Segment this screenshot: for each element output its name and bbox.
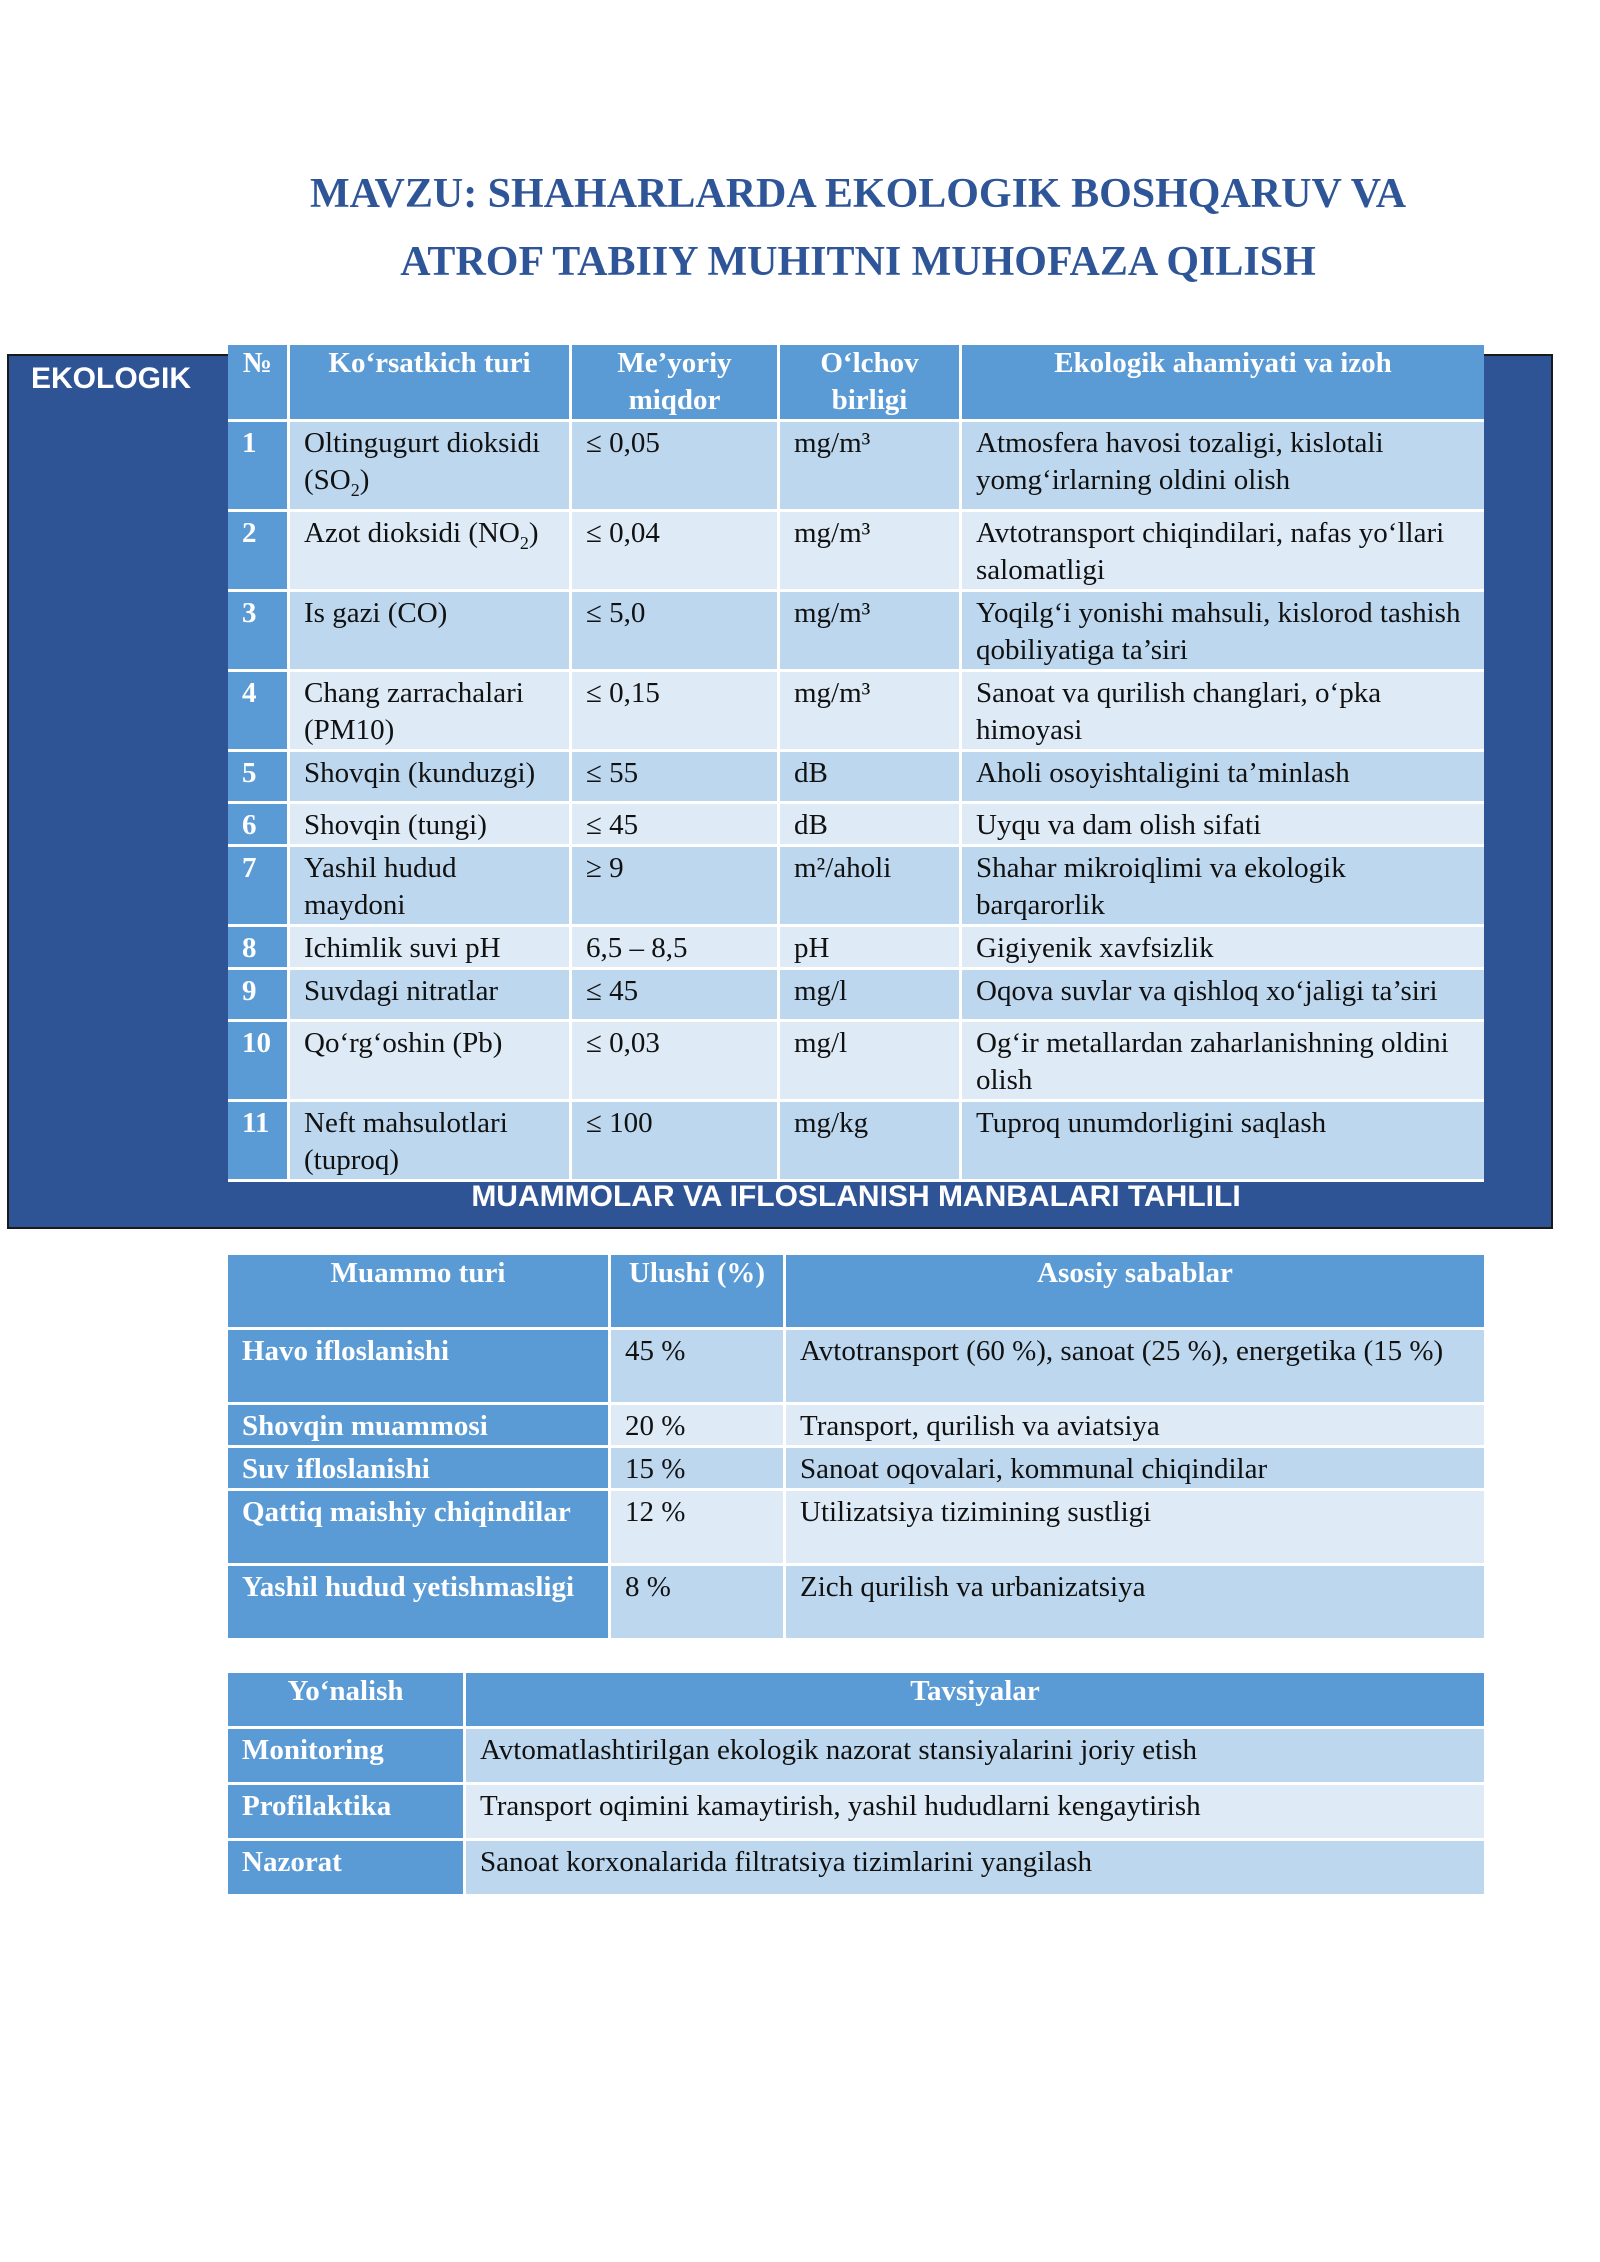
col-header-recommendations: Tavsiyalar: [466, 1673, 1484, 1729]
problem-type: Qattiq maishiy chiqindilar: [228, 1491, 611, 1566]
indicator-name-text: Qo‘rg‘oshin (Pb): [304, 1026, 503, 1059]
problem-causes: Sanoat oqovalari, kommunal chiqindilar: [786, 1448, 1484, 1491]
row-number: 8: [228, 927, 290, 970]
table-row: [228, 1405, 1484, 1448]
unit-value: mg/l: [780, 970, 962, 1022]
indicator-subscript: 2: [350, 479, 360, 500]
table-row: [228, 1448, 1484, 1491]
table-row: [228, 804, 1484, 847]
row-number: 4: [228, 672, 290, 752]
section-caption: MUAMMOLAR VA IFLOSLANISH MANBALARI TAHLILI: [471, 1180, 1241, 1213]
indicator-name: [290, 592, 572, 672]
significance-note: Uyqu va dam olish sifati: [962, 804, 1484, 847]
indicator-name-text: Oltingugurt dioksidi (SO: [304, 427, 541, 496]
problem-share: 45 %: [611, 1330, 786, 1405]
table-row: [228, 1785, 1484, 1841]
indicator-name: [290, 927, 572, 970]
table-row: [228, 927, 1484, 970]
row-number: 10: [228, 1022, 290, 1102]
title-line-1: MAVZU: SHAHARLARDA EKOLOGIK BOSHQARUV VA: [309, 171, 1407, 217]
norm-value: ≤ 5,0: [572, 592, 780, 672]
indicator-name-text: Yashil hudud maydoni: [304, 851, 457, 921]
unit-value: mg/m³: [780, 592, 962, 672]
row-number: 7: [228, 847, 290, 927]
indicator-name-text: Shovqin (kunduzgi): [304, 756, 536, 789]
norm-value: ≤ 0,05: [572, 422, 780, 512]
title-line-2: ATROF TABIIY MUHITNI MUHOFAZA QILISH: [400, 239, 1316, 285]
row-number: 1: [228, 422, 290, 512]
table-row: [228, 592, 1484, 672]
row-number: 5: [228, 752, 290, 804]
recommendation-area: Nazorat: [228, 1841, 466, 1897]
table-row: [228, 847, 1484, 927]
indicator-name-text: Neft mahsulotlari (tuproq): [304, 1106, 508, 1176]
table-row: [228, 752, 1484, 804]
problems-table: [228, 1255, 1484, 1641]
significance-note: Shahar mikroiqlimi va ekologik barqarorlik: [962, 847, 1484, 927]
problem-share: 8 %: [611, 1566, 786, 1641]
table-row: [228, 1729, 1484, 1785]
problem-type: Suv ifloslanishi: [228, 1448, 611, 1491]
significance-note: Tuproq unumdorligini saqlash: [962, 1102, 1484, 1182]
indicator-name: [290, 1102, 572, 1182]
problem-type: Havo ifloslanishi: [228, 1330, 611, 1405]
problem-type: Shovqin muammosi: [228, 1405, 611, 1448]
row-number: 11: [228, 1102, 290, 1182]
problem-share: 15 %: [611, 1448, 786, 1491]
col-header-direction: Yo‘nalish: [228, 1673, 466, 1729]
indicator-name-text: Is gazi (CO): [304, 596, 448, 629]
recommendation-text: Avtomatlashtirilgan ekologik nazorat stansiyalarini joriy etish: [466, 1729, 1484, 1785]
col-header-number: №: [228, 345, 290, 422]
table-row: [228, 672, 1484, 752]
problem-type: Yashil hudud yetishmasligi: [228, 1566, 611, 1641]
indicator-name: [290, 847, 572, 927]
problem-causes: Avtotransport (60 %), sanoat (25 %), energetika (15 %): [786, 1330, 1484, 1405]
table-row: [228, 1491, 1484, 1566]
table-header-row: [228, 1673, 1484, 1729]
unit-value: pH: [780, 927, 962, 970]
row-number: 6: [228, 804, 290, 847]
significance-note: Oqova suvlar va qishloq xo‘jaligi ta’siri: [962, 970, 1484, 1022]
band-label: EKOLOGIK: [31, 362, 192, 395]
table-row: [228, 512, 1484, 592]
col-header-share: Ulushi (%): [611, 1255, 786, 1330]
norm-value: 6,5 – 8,5: [572, 927, 780, 970]
page-title: [0, 160, 1600, 296]
unit-value: dB: [780, 752, 962, 804]
problem-causes: Transport, qurilish va aviatsiya: [786, 1405, 1484, 1448]
norm-value: ≥ 9: [572, 847, 780, 927]
problem-causes: Utilizatsiya tizimining sustligi: [786, 1491, 1484, 1566]
unit-value: mg/kg: [780, 1102, 962, 1182]
unit-value: m²/aholi: [780, 847, 962, 927]
indicator-name-text: Shovqin (tungi): [304, 808, 487, 841]
recommendation-text: Sanoat korxonalarida filtratsiya tizimlarini yangilash: [466, 1841, 1484, 1897]
table-row: [228, 970, 1484, 1022]
unit-value: mg/m³: [780, 672, 962, 752]
significance-note: Sanoat va qurilish changlari, o‘pka himoyasi: [962, 672, 1484, 752]
col-header-unit: O‘lchov birligi: [780, 345, 962, 422]
indicators-table: [228, 345, 1484, 1182]
table-row: [228, 1566, 1484, 1641]
norm-value: ≤ 55: [572, 752, 780, 804]
table-row: [228, 1330, 1484, 1405]
indicator-name-text: Azot dioksidi (NO: [304, 516, 520, 549]
indicator-subscript: 2: [519, 532, 529, 553]
indicator-name: [290, 1022, 572, 1102]
recommendations-table: [228, 1673, 1484, 1897]
col-header-norm: Me’yoriy miqdor: [572, 345, 780, 422]
indicator-name: [290, 422, 572, 512]
unit-value: mg/l: [780, 1022, 962, 1102]
indicator-name-tail: ): [528, 516, 539, 549]
indicator-name: [290, 752, 572, 804]
significance-note: Og‘ir metallardan zaharlanishning oldini olish: [962, 1022, 1484, 1102]
table-row: [228, 1841, 1484, 1897]
col-header-indicator: Ko‘rsatkich turi: [290, 345, 572, 422]
indicator-name: [290, 672, 572, 752]
indicator-name: [290, 512, 572, 592]
unit-value: mg/m³: [780, 512, 962, 592]
indicator-name: [290, 804, 572, 847]
unit-value: dB: [780, 804, 962, 847]
row-number: 9: [228, 970, 290, 1022]
table-row: [228, 1102, 1484, 1182]
table-row: [228, 422, 1484, 512]
norm-value: ≤ 0,03: [572, 1022, 780, 1102]
recommendation-text: Transport oqimini kamaytirish, yashil hududlarni kengaytirish: [466, 1785, 1484, 1841]
row-number: 3: [228, 592, 290, 672]
norm-value: ≤ 45: [572, 970, 780, 1022]
significance-note: Aholi osoyishtaligini ta’minlash: [962, 752, 1484, 804]
norm-value: ≤ 0,04: [572, 512, 780, 592]
problem-share: 20 %: [611, 1405, 786, 1448]
unit-value: mg/m³: [780, 422, 962, 512]
indicator-name-text: Ichimlik suvi pH: [304, 931, 501, 964]
col-header-significance: Ekologik ahamiyati va izoh: [962, 345, 1484, 422]
significance-note: Yoqilg‘i yonishi mahsuli, kislorod tashish qobiliyatiga ta’siri: [962, 592, 1484, 672]
row-number: 2: [228, 512, 290, 592]
table-header-row: [228, 345, 1484, 422]
norm-value: ≤ 100: [572, 1102, 780, 1182]
norm-value: ≤ 45: [572, 804, 780, 847]
table-header-row: [228, 1255, 1484, 1330]
significance-note: Gigiyenik xavfsizlik: [962, 927, 1484, 970]
indicator-name-text: Suvdagi nitratlar: [304, 974, 499, 1007]
col-header-problem: Muammo turi: [228, 1255, 611, 1330]
recommendation-area: Profilaktika: [228, 1785, 466, 1841]
significance-note: Avtotransport chiqindilari, nafas yo‘llari salomatligi: [962, 512, 1484, 592]
indicator-name: [290, 970, 572, 1022]
col-header-causes: Asosiy sabablar: [786, 1255, 1484, 1330]
problem-share: 12 %: [611, 1491, 786, 1566]
indicator-name-tail: ): [359, 464, 370, 496]
recommendation-area: Monitoring: [228, 1729, 466, 1785]
norm-value: ≤ 0,15: [572, 672, 780, 752]
significance-note: Atmosfera havosi tozaligi, kislotali yomg‘irlarning oldini olish: [962, 422, 1484, 512]
indicator-name-text: Chang zarrachalari (PM10): [304, 676, 524, 746]
table-row: [228, 1022, 1484, 1102]
problem-causes: Zich qurilish va urbanizatsiya: [786, 1566, 1484, 1641]
